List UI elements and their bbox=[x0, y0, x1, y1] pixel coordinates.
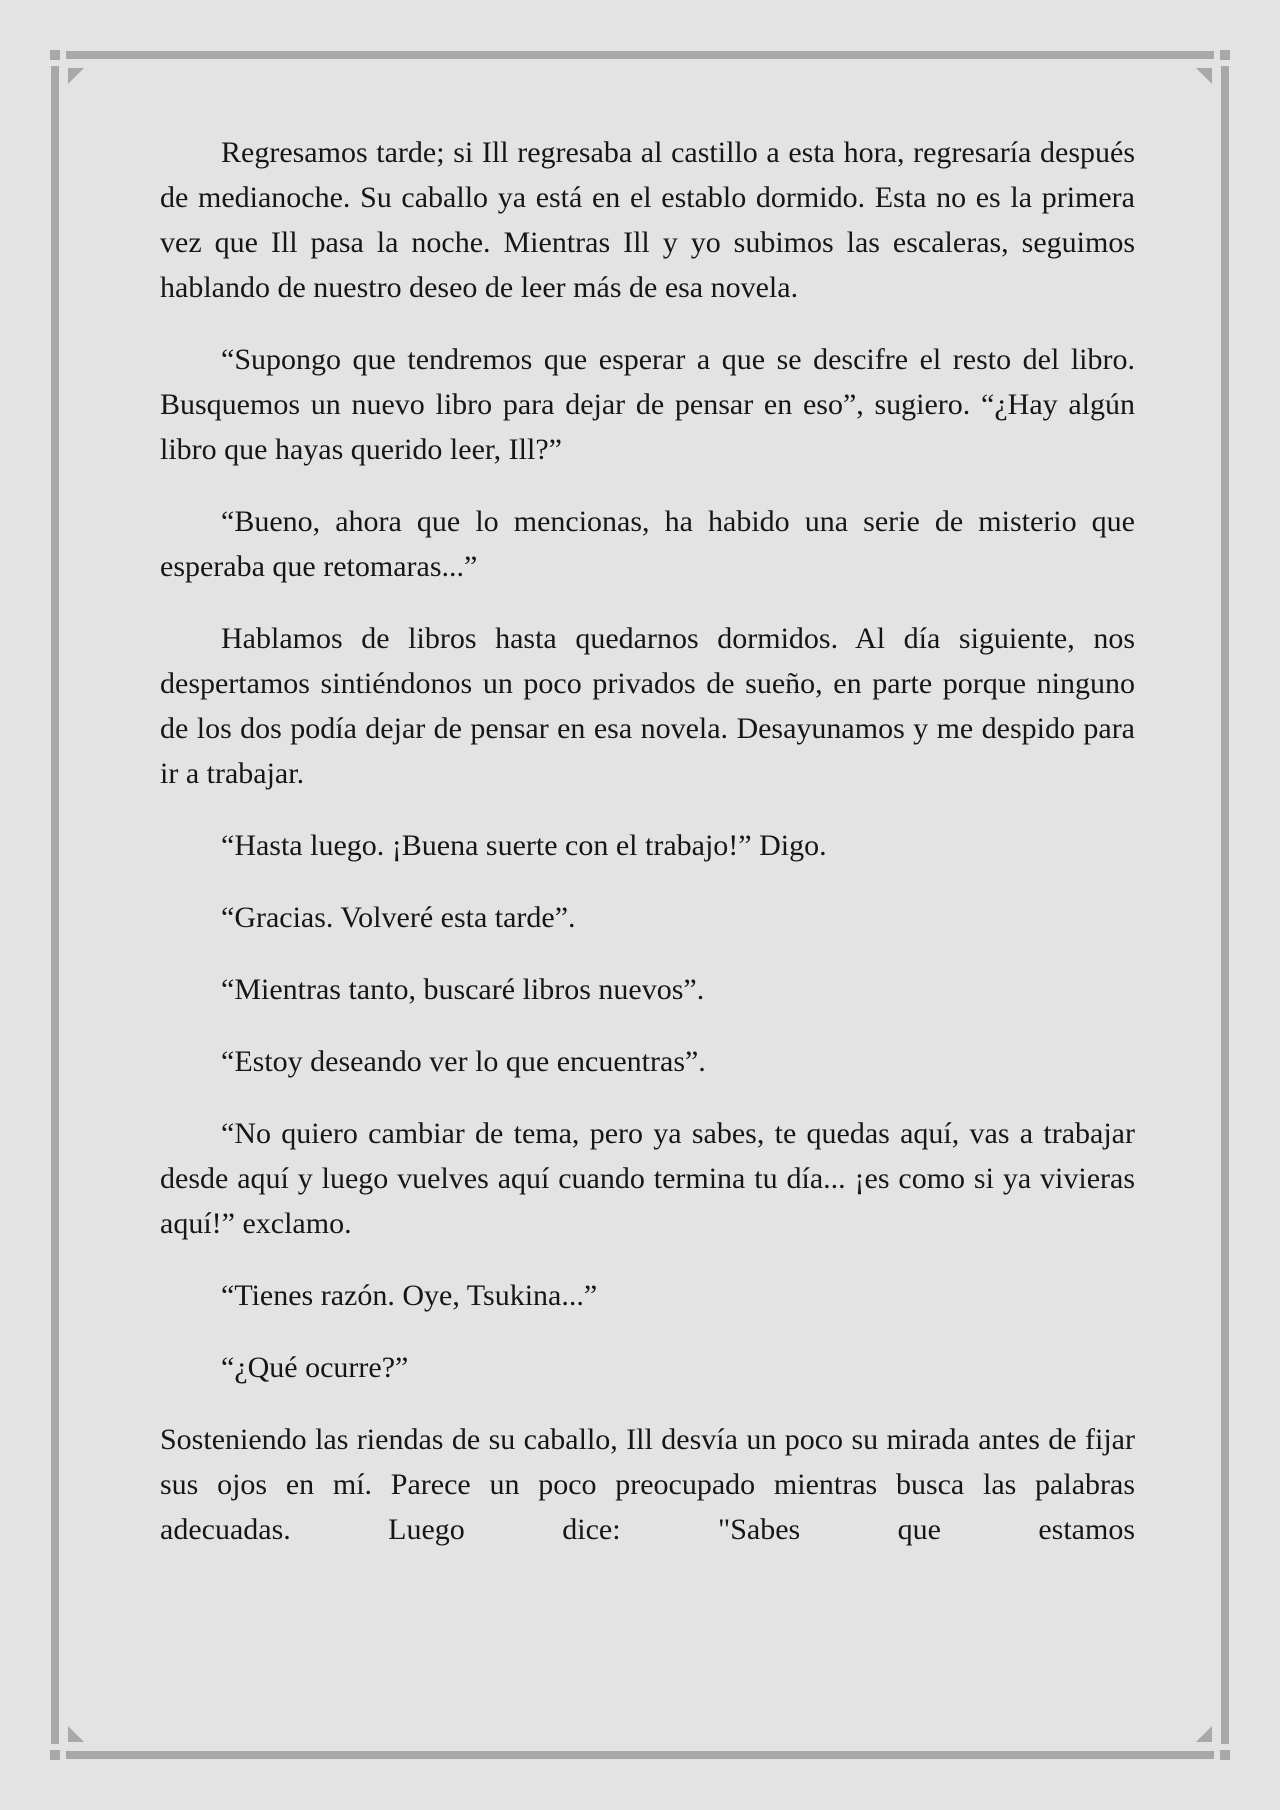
page-body-text bbox=[160, 130, 1135, 1552]
paragraph: “No quiero cambiar de tema, pero ya sabes, te quedas aquí, vas a trabajar desde aquí y luego vuelves aquí cuando termina tu día... ¡es como si ya vivieras aquí!” exclamo. bbox=[160, 1117, 1135, 1240]
paragraph: Regresamos tarde; si Ill regresaba al castillo a esta hora, regresaría después de medianoche. Su caballo ya está en el establo dormido. Esta no es la primera vez que Ill pasa la noche. Mientras Ill y yo subimos las escaleras, seguimos hablando de nuestro deseo de leer más de esa novela. bbox=[160, 136, 1135, 304]
paragraph: “Tienes razón. Oye, Tsukina...” bbox=[221, 1279, 598, 1312]
paragraph: “¿Qué ocurre?” bbox=[221, 1351, 409, 1384]
border-right-bar bbox=[1221, 66, 1229, 1744]
corner-ornament-br bbox=[1196, 1726, 1212, 1742]
paragraph: Sosteniendo las riendas de su caballo, Ill desvía un poco su mirada antes de fijar sus ojos en mí. Parece un poco preocupado mientras busca las palabras adecuadas. Luego dice: "Sabes que estamos bbox=[160, 1423, 1135, 1546]
border-corner-square-br bbox=[1220, 1750, 1230, 1760]
border-corner-square-tr bbox=[1220, 50, 1230, 60]
paragraph: “Supongo que tendremos que esperar a que se descifre el resto del libro. Busquemos un nuevo libro para dejar de pensar en eso”, sugiero. “¿Hay algún libro que hayas querido leer, Ill?” bbox=[160, 343, 1135, 466]
paragraph: “Bueno, ahora que lo mencionas, ha habido una serie de misterio que esperaba que retomaras...” bbox=[160, 505, 1135, 583]
corner-ornament-bl bbox=[68, 1726, 84, 1742]
corner-ornament-tr bbox=[1196, 68, 1212, 84]
paragraph: “Estoy deseando ver lo que encuentras”. bbox=[221, 1045, 706, 1078]
paragraph: Hablamos de libros hasta quedarnos dormidos. Al día siguiente, nos despertamos sintiéndonos un poco privados de sueño, en parte porque ninguno de los dos podía dejar de pensar en esa novela. Desayunamos y me despido para ir a trabajar. bbox=[160, 622, 1135, 790]
border-bottom-bar bbox=[66, 1751, 1214, 1759]
paragraph: “Mientras tanto, buscaré libros nuevos”. bbox=[221, 973, 705, 1006]
corner-ornament-tl bbox=[68, 68, 84, 84]
paragraph: “Hasta luego. ¡Buena suerte con el trabajo!” Digo. bbox=[221, 829, 827, 862]
paragraph: “Gracias. Volveré esta tarde”. bbox=[221, 901, 576, 934]
border-corner-square-bl bbox=[50, 1750, 60, 1760]
border-corner-square-tl bbox=[50, 50, 60, 60]
border-top-bar bbox=[66, 51, 1214, 59]
border-left-bar bbox=[51, 66, 59, 1744]
